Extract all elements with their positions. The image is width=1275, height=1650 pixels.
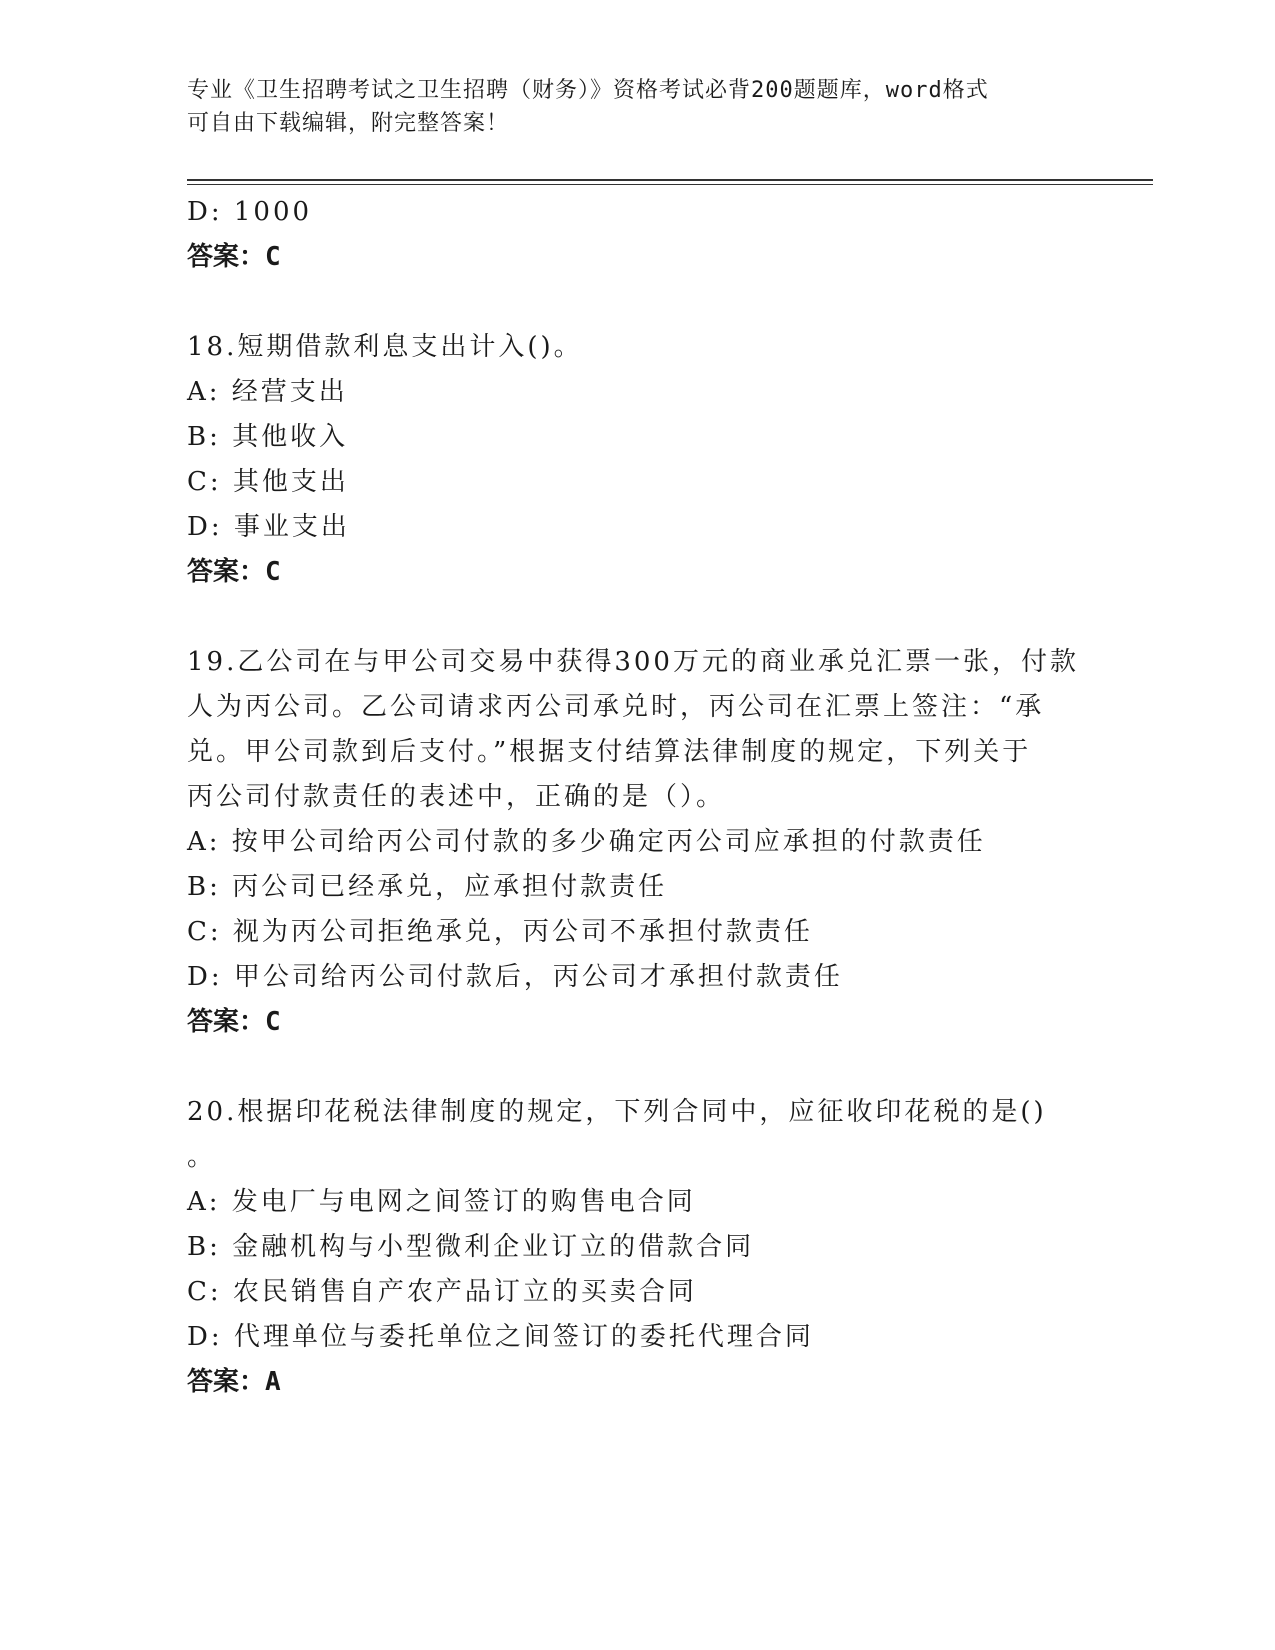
- question-18-answer: 答案：C: [187, 557, 281, 587]
- question-19-option-b: B: 丙公司已经承兑，应承担付款责任: [187, 872, 668, 902]
- question-19-option-c: C: 视为丙公司拒绝承兑，丙公司不承担付款责任: [187, 917, 813, 947]
- question-19-option-a: A: 按甲公司给丙公司付款的多少确定丙公司应承担的付款责任: [187, 827, 986, 857]
- q17-option-d: D: 1000: [187, 197, 313, 227]
- question-19-option-d: D: 甲公司给丙公司付款后，丙公司才承担付款责任: [187, 962, 843, 992]
- document-body: [187, 190, 1087, 1405]
- question-19-stem-line-1: 19.乙公司在与甲公司交易中获得300万元的商业承兑汇票一张，付款: [187, 647, 1079, 677]
- question-19-stem-line-2: 人为丙公司。乙公司请求丙公司承兑时，丙公司在汇票上签注：“承: [187, 692, 1045, 722]
- question-19-stem-line-3: 兑。甲公司款到后支付。”根据支付结算法律制度的规定，下列关于: [187, 737, 1032, 767]
- header-title-line-1: 专业《卫生招聘考试之卫生招聘（财务）》资格考试必背200题题库，word格式: [187, 78, 989, 103]
- spacer: [187, 595, 1087, 640]
- question-20-option-a: A: 发电厂与电网之间签订的购售电合同: [187, 1187, 696, 1217]
- question-20-stem-line-1: 20.根据印花税法律制度的规定，下列合同中，应征收印花税的是(): [187, 1097, 1047, 1127]
- question-20-stem-line-2: 。: [187, 1142, 217, 1172]
- question-18-stem: 18.短期借款利息支出计入()。: [187, 332, 583, 362]
- spacer: [187, 1045, 1087, 1090]
- q17-answer: 答案：C: [187, 242, 281, 272]
- question-20-answer: 答案：A: [187, 1367, 281, 1397]
- question-20: [187, 1090, 1087, 1405]
- question-20-option-d: D: 代理单位与委托单位之间签订的委托代理合同: [187, 1322, 814, 1352]
- question-20-option-c: C: 农民销售自产农产品订立的买卖合同: [187, 1277, 697, 1307]
- header-divider-thin: [187, 184, 1153, 185]
- question-18: [187, 325, 1087, 595]
- question-20-option-b: B: 金融机构与小型微利企业订立的借款合同: [187, 1232, 755, 1262]
- question-18-option-c: C: 其他支出: [187, 467, 349, 497]
- question-18-option-b: B: 其他收入: [187, 422, 349, 452]
- question-18-option-a: A: 经营支出: [187, 377, 348, 407]
- question-19: [187, 640, 1087, 1045]
- spacer: [187, 280, 1087, 325]
- question-18-option-d: D: 事业支出: [187, 512, 350, 542]
- header-divider-thick: [187, 179, 1153, 181]
- header-title-line-2: 可自由下载编辑，附完整答案！: [187, 111, 510, 136]
- page-header: [187, 74, 1067, 140]
- question-19-stem-line-4: 丙公司付款责任的表述中，正确的是（）。: [187, 782, 726, 812]
- question-19-answer: 答案：C: [187, 1007, 281, 1037]
